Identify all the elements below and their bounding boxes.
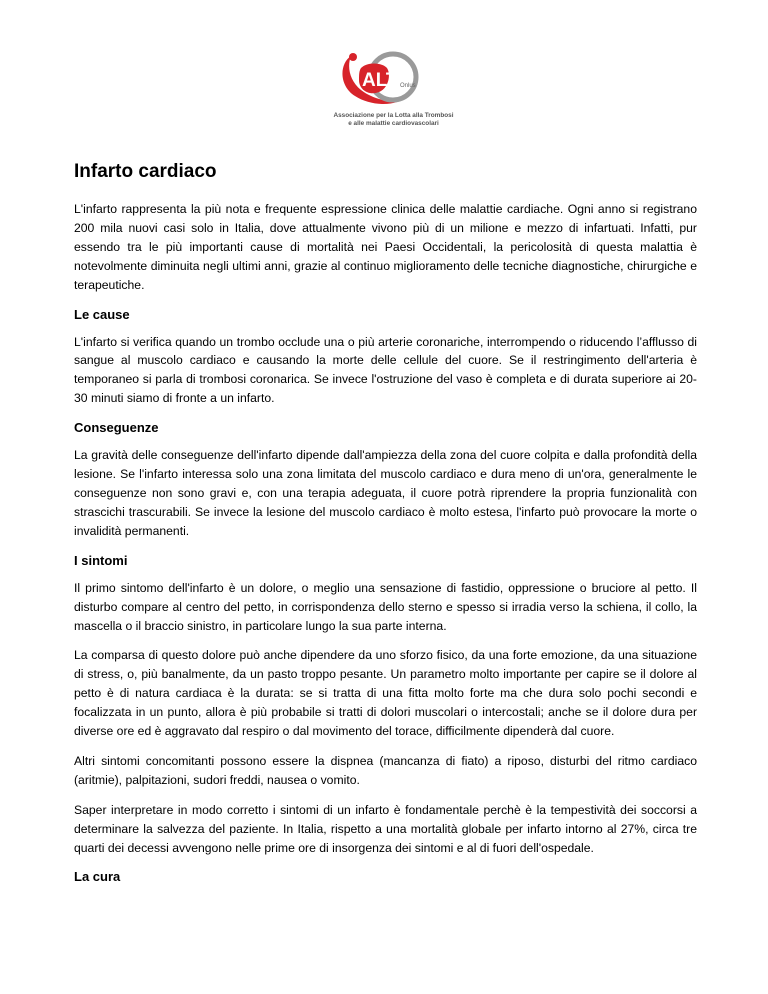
intro-paragraph: L'infarto rappresenta la più nota e frequente espressione clinica delle malattie cardiache. Ogni anno si registrano 200 mila nuovi casi solo in Italia, dove attualmente vivono più di un milione e mezzo di infartuati. Infatti, pur essendo tra le più importanti cause di mortalità nei Paesi Occidentali, la pericolosità di questa malattia è notevolmente diminuita negli ultimi anni, grazie al continuo miglioramento delle tecniche diagnostiche, chirurgiche e terapeutiche. [74, 202, 697, 292]
alt-logo-graphic [331, 50, 456, 112]
alt-logo [331, 50, 456, 132]
section-heading-cura: La cura [74, 869, 121, 885]
section-heading-cause: Le cause [74, 306, 130, 322]
section-paragraph: Altri sintomi concomitanti possono essere la dispnea (mancanza di fiato) a riposo, disturbi del ritmo cardiaco (aritmie), palpitazioni, sudori freddi, nausea o vomito. [74, 753, 697, 787]
logo-figure-head [349, 53, 357, 61]
logo-caption [331, 112, 456, 127]
article-title: Infarto cardiaco [74, 161, 217, 182]
logo-brand-text: ALT [362, 70, 398, 91]
section-paragraph: L'infarto si verifica quando un trombo occlude una o più arterie coronariche, interrompendo o riducendo l’afflusso di sangue al muscolo cardiaco e causando la morte delle cellule del cuore. Se il restringimento dell'arteria è temporaneo si parla di trombosi coronarica. Se invece l'ostruzione del vaso è completa e di durata superiore ai 20-30 minuti siamo di fronte a un infarto. [74, 334, 697, 406]
section-paragraph: La gravità delle conseguenze dell'infarto dipende dall'ampiezza della zona del cuore colpita e dalla profondità della lesione. Se l'infarto interessa solo una zona limitata del muscolo cardiaco e dura meno di un'ora, generalmente le conseguenze non sono gravi e, con una terapia adeguata, il cuore potrà riprendere la propria funzionalità con strascichi trascurabili. Se invece la lesione del muscolo cardiaco è molto estesa, l'infarto può provocare la morte o invalidità permanenti. [74, 448, 697, 538]
section-paragraph: Saper interpretare in modo corretto i sintomi di un infarto è fondamentale perchè è la tempestività dei soccorsi a determinare la salvezza del paziente. In Italia, rispetto a una mortalità globale per infarto intorno al 27%, circa tre quarti dei decessi avvengono nelle prime ore di insorgenza dei sintomi e al di fuori dell'ospedale. [74, 802, 697, 855]
section-heading-sintomi: I sintomi [74, 552, 128, 568]
logo-caption-line: e alle malattie cardiovascolari [348, 119, 439, 127]
article-body [74, 160, 697, 895]
section-paragraph: La comparsa di questo dolore può anche dipendere da uno sforzo fisico, da una forte emozione, da una situazione di stress, o, più banalmente, da un pasto troppo pesante. Un parametro molto importante per capire se il dolore al petto è di natura cardiaca è la durata: se si tratta di una fitta molto forte ma che dura solo pochi secondi e focalizzata in un punto, allora è più probabile si tratti di dolori muscolari o intercostali; anche se il dolore dura per diverse ore ed è aggravato dal respiro o dal movimento del torace, difficilmente dipenderà dal cuore. [74, 648, 697, 739]
logo-suffix-text: Onlus [400, 83, 416, 89]
section-paragraph: Il primo sintomo dell'infarto è un dolore, o meglio una sensazione di fastidio, oppressione o bruciore al petto. Il disturbo compare al centro del petto, in corrispondenza dello sterno e spesso si irradia verso la schiena, il collo, la mascella o il braccio sinistro, in particolare lungo la sua parte interna. [74, 580, 697, 633]
logo-caption-line: Associazione per la Lotta alla Trombosi [333, 112, 454, 119]
section-heading-conseguenze: Conseguenze [74, 420, 159, 436]
